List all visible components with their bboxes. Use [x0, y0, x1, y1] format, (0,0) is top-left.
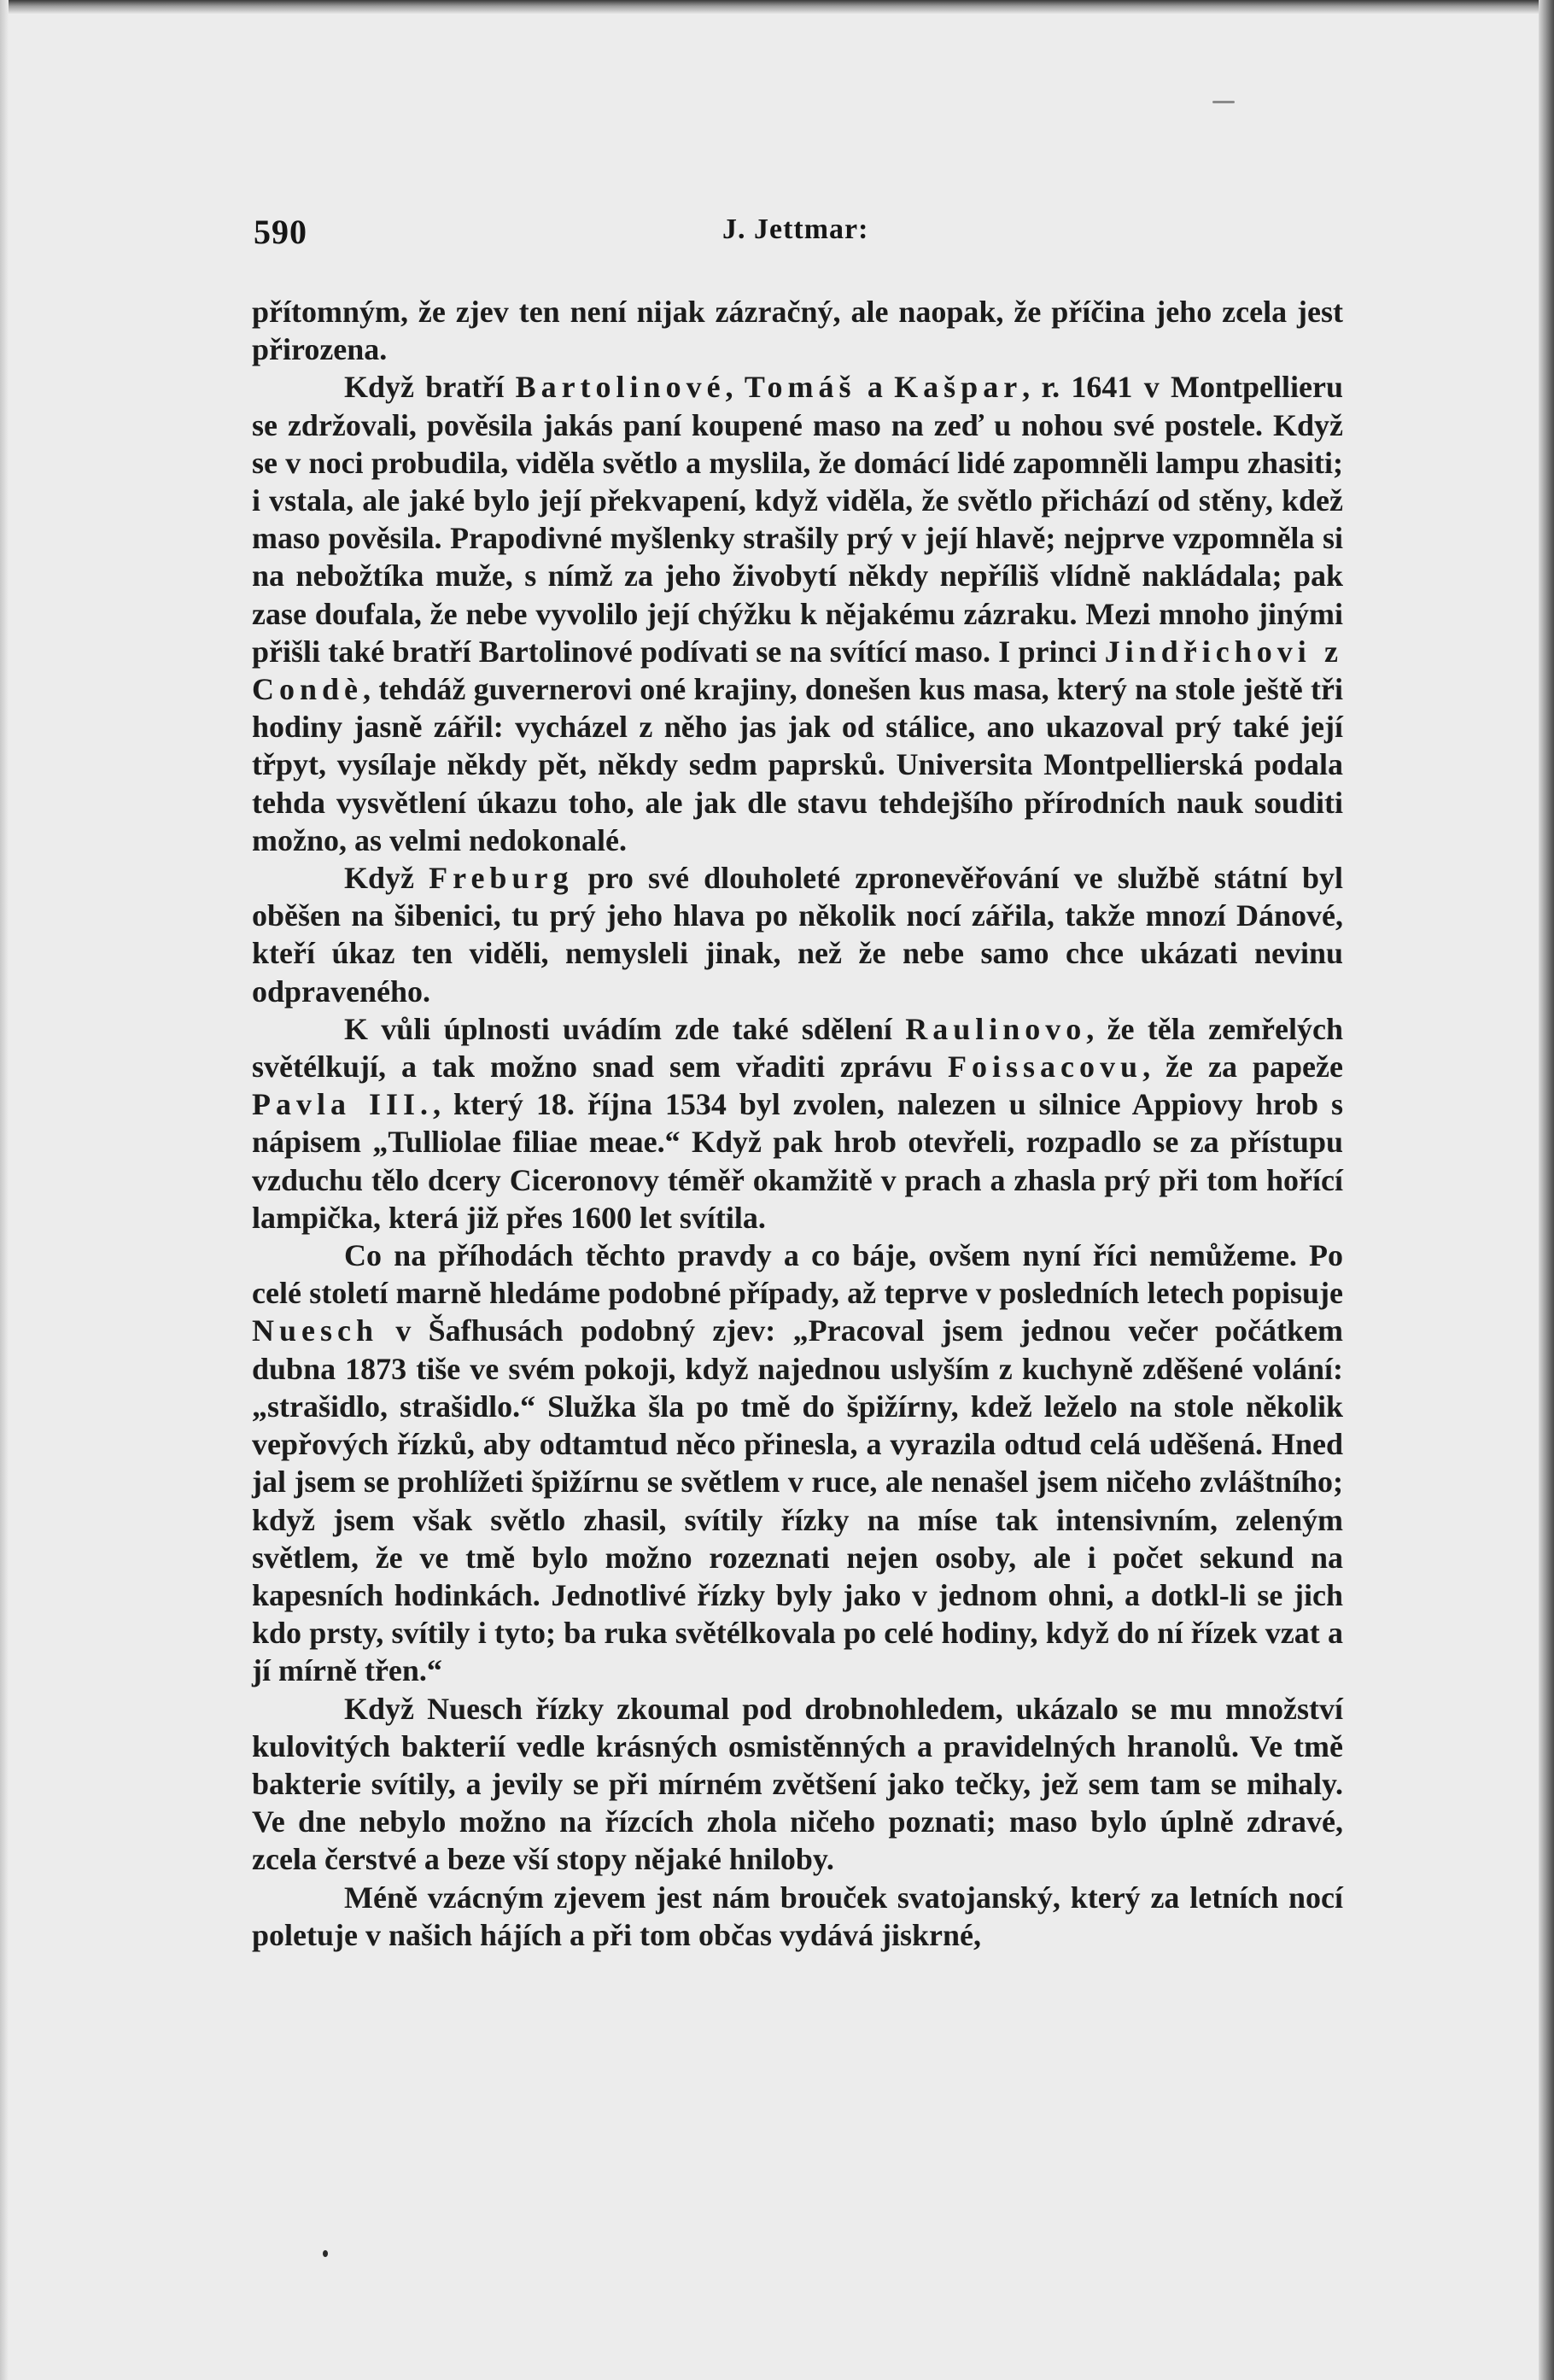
text-run: pro své dlouholeté zpronevěřování ve službě státní byl oběšen na šibenici, tu prý jeho hlava po několik nocí zářila, takže mnozí Dánové, kteří úkaz ten viděli, nemysleli jinak, než že nebe samo chce ukázati nevinu odpraveného.: [252, 861, 1343, 1009]
spaced-name: Pavla III.: [252, 1087, 433, 1122]
spaced-name: Nuesch: [252, 1313, 379, 1348]
text-run: Co na příhodách těchto pravdy a co báje, ovšem nyní říci nemůžeme. Po celé století marně hledáme podobné případy, až teprve v posledních letech popisuje: [252, 1238, 1343, 1311]
body-text: [252, 293, 1343, 1954]
spaced-name: Tomáš: [744, 370, 856, 405]
page-number: 590: [254, 213, 307, 251]
spaced-name: Raulinovo: [905, 1011, 1087, 1046]
paragraph: [252, 859, 1343, 1010]
text-run: , tehdáž guvernerovi oné krajiny, donešen kus masa, který na stole ještě tři hodiny jasně zářil: vycházel z něho jas jak od stálice, ano ukazoval prý také její třpyt, vysílaje někdy pět, někdy sedm paprsků. Universita Montpellierská podala tehda vysvětlení úkazu toho, ale jak dle stavu tehdejšího přírodních nauk souditi možno, as velmi nedokonalé.: [252, 672, 1343, 857]
text-run: Když: [344, 861, 429, 896]
paragraph: [252, 1237, 1343, 1689]
text-run: přítomným, že zjev ten není nijak zázračný, ale naopak, že příčina jeho zcela jest přirozena.: [252, 295, 1343, 367]
text-run: a: [856, 370, 895, 405]
page-top-edge-shadow: [0, 0, 1554, 14]
print-mark: [1212, 101, 1235, 103]
text-run: Méně vzácným zjevem jest nám brouček svatojanský, který za letních nocí poletuje v našich hájích a při tom občas vydává jiskrné,: [252, 1880, 1343, 1952]
page-left-edge-shadow: [0, 0, 9, 2380]
print-speck: [323, 2250, 328, 2257]
spaced-name: Bartolinové: [515, 370, 726, 405]
paragraph: [252, 1010, 1343, 1237]
text-run: , že těla zemřelých světélkují, a tak možno snad sem vřaditi zprávu: [252, 1011, 1343, 1085]
text-run: Když bratří: [344, 370, 516, 405]
text-run: Když Nuesch řízky zkoumal pod drobnohledem, ukázalo se mu množství kulovitých bakterií vedle krásných osmistěnných a pravidelných hranolů. Ve tmě bakterie svítily, a jevily se při mírném zvětšení jako tečky, jež sem tam se mihaly. Ve dne nebylo možno na řízcích zhola ničeho poznati; maso bylo úplně zdravé, zcela čerstvé a beze vší stopy nějaké hniloby.: [252, 1691, 1343, 1877]
paragraph: [252, 368, 1343, 859]
text-run: , že za papeže: [1142, 1050, 1343, 1085]
text-run: ,: [725, 370, 745, 405]
page-header: [254, 212, 1345, 254]
paragraph: [252, 1690, 1343, 1879]
paragraph: [252, 1879, 1343, 1954]
spaced-name: Freburg: [429, 861, 574, 896]
running-head-author: J. Jettmar:: [722, 213, 869, 245]
page-right-edge-shadow: [1539, 0, 1554, 2380]
text-run: K vůli úplnosti uvádím zde také sdělení: [344, 1011, 906, 1046]
spaced-name: Jindřichovi z Condè: [252, 634, 1343, 707]
paragraph: [252, 293, 1343, 368]
text-run: v Šafhusách podobný zjev: „Pracoval jsem jednou večer počátkem dubna 1873 tiše ve svém pokoji, když najednou uslyším z kuchyně zděšené volání: „strašidlo, strašidlo.“ Služka šla po tmě do špižírny, kdež leželo na stole několik vepřových řízků, aby odtamtud něco přinesla, a vyrazila odtud celá uděšená. Hned jal jsem se prohlížeti špižírnu se světlem v ruce, ale nenašel jsem ničeho zvláštního; když jsem však světlo zhasil, svítily řízky na míse tak intensivním, zeleným světlem, že ve tmě bylo možno rozeznati nejen osoby, ale i počet sekund na kapesních hodinkách. Jednotlivé řízky byly jako v jednom ohni, a dotkl-li se jich kdo prsty, svítily i tyto; ba ruka světélkovala po celé hodiny, když do ní řízek vzat a jí mírně třen.“: [252, 1313, 1343, 1688]
spaced-name: Kašpar: [894, 370, 1023, 405]
spaced-name: Foissacovu: [948, 1050, 1143, 1085]
text-run: , který 18. října 1534 byl zvolen, nalezen u silnice Appiovy hrob s nápisem „Tulliolae filiae meae.“ Když pak hrob otevřeli, rozpadlo se za přístupu vzduchu tělo dcery Ciceronovy téměř okamžitě v prach a zhasla prý při tom hořící lampička, která již přes 1600 let svítila.: [252, 1087, 1343, 1235]
text-run: , r. 1641 v Montpellieru se zdržovali, pověsila jakás paní koupené maso na zeď u nohou své postele. Když se v noci probudila, viděla světlo a myslila, že domácí lidé zapomněli lampu zhasiti; i vstala, ale jaké bylo její překvapení, když viděla, že světlo přichází od stěny, kdež maso pověsila. Prapodivné myšlenky strašily prý v její hlavě; nejprve vzpomněla si na nebožtíka muže, s nímž za jeho živobytí někdy nepříliš vlídně nakládala; pak zase doufala, že nebe vyvolilo její chýžku k nějakému zázraku. Mezi mnoho jinými přišli také bratří Bartolinové podívati se na svítící maso. I princi: [252, 370, 1343, 669]
